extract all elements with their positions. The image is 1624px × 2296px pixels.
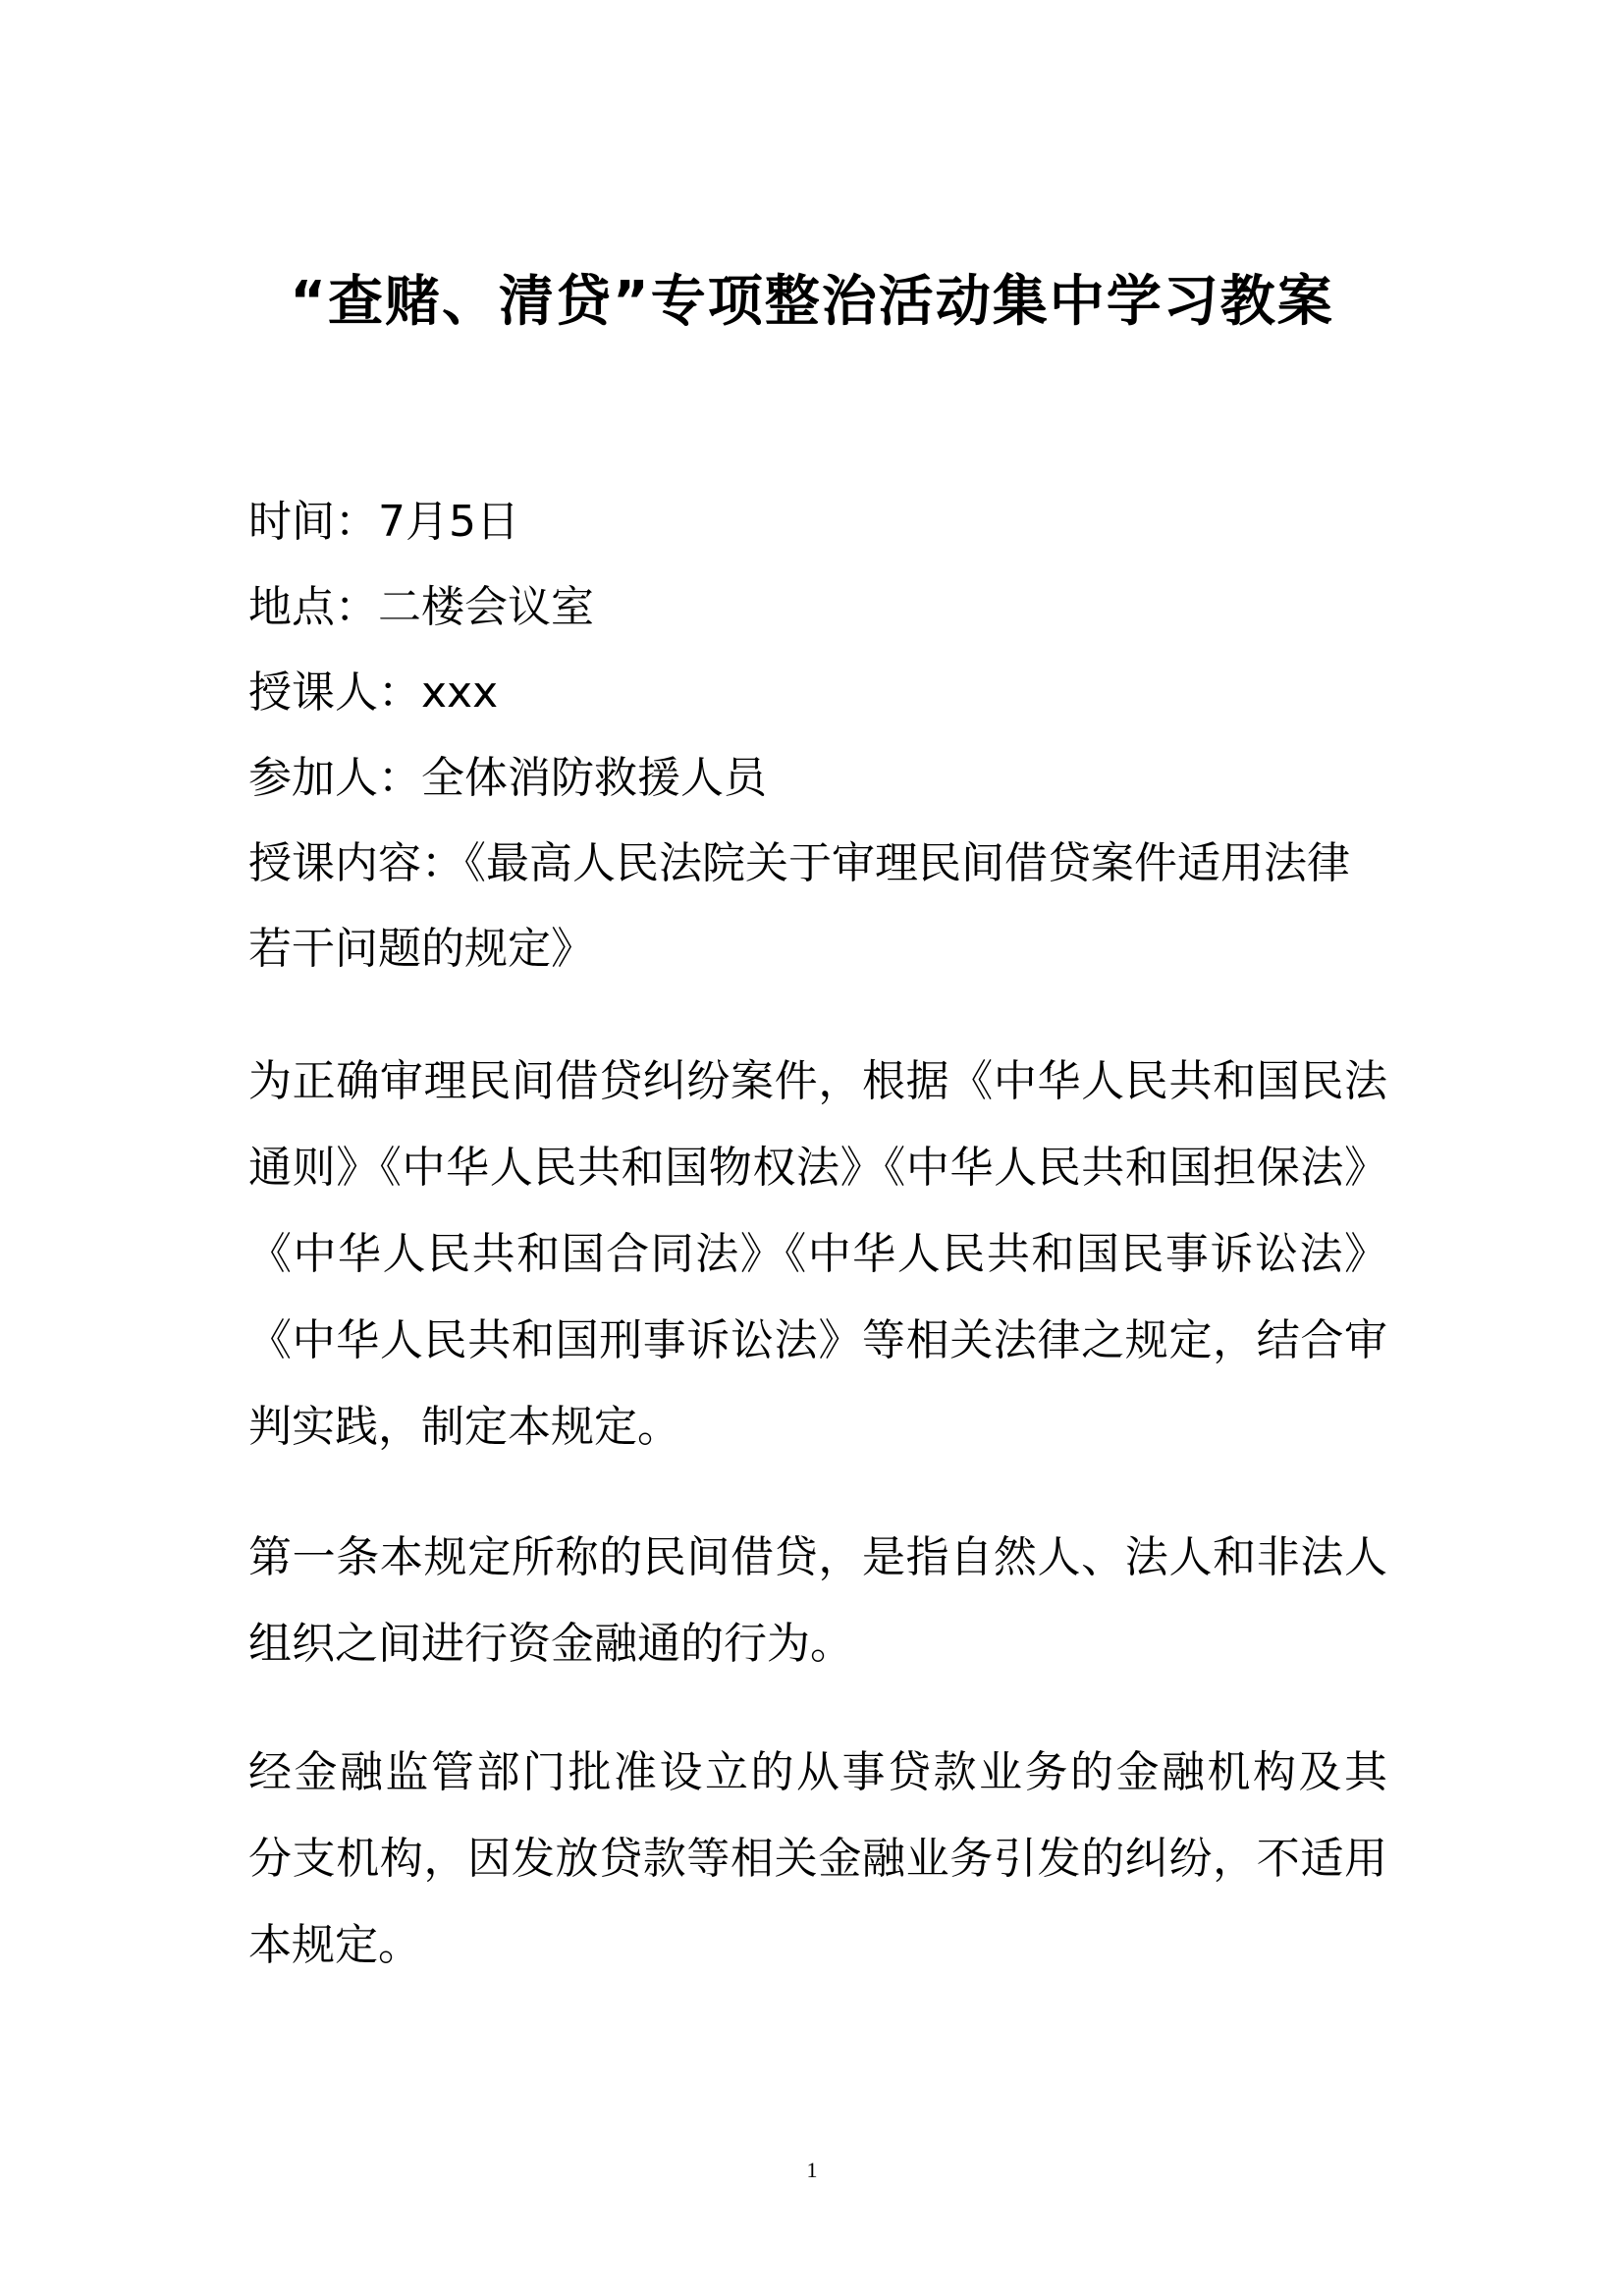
meta-place: 地点：二楼会议室 bbox=[248, 582, 594, 632]
paragraph-line: 判实践，制定本规定。 bbox=[248, 1402, 680, 1452]
document-title: “查赌、清贷”专项整治活动集中学习教案 bbox=[290, 270, 1334, 334]
paragraph-intro bbox=[248, 1039, 1387, 1470]
paragraph-exclusion bbox=[248, 1730, 1387, 1989]
paragraph-line: 《中华人民共和国刑事诉讼法》等相关法律之规定，结合审 bbox=[248, 1315, 1387, 1365]
meta-time: 时间：7月5日 bbox=[248, 497, 519, 547]
paragraph-line: 通则》《中华人民共和国物权法》《中华人民共和国担保法》 bbox=[248, 1143, 1387, 1193]
paragraph-line: 《中华人民共和国合同法》《中华人民共和国民事诉讼法》 bbox=[248, 1229, 1387, 1279]
page-number: 1 bbox=[806, 2158, 818, 2182]
meta-lecturer: 授课人：xxx bbox=[248, 667, 499, 718]
paragraph-line: 组织之间进行资金融通的行为。 bbox=[248, 1619, 853, 1669]
paragraph-line: 本规定。 bbox=[248, 1920, 421, 1970]
paragraph-line: 第一条本规定所称的民间借贷，是指自然人、法人和非法人 bbox=[248, 1532, 1387, 1582]
meta-content-line-1: 授课内容：《最高人民法院关于审理民间借贷案件适用法律 bbox=[248, 838, 1350, 888]
meta-content-line-2: 若干问题的规定》 bbox=[248, 924, 594, 974]
paragraph-line: 经金融监管部门批准设立的从事贷款业务的金融机构及其 bbox=[248, 1747, 1387, 1797]
paragraph-line: 分支机构，因发放贷款等相关金融业务引发的纠纷，不适用 bbox=[248, 1834, 1387, 1884]
paragraph-article-1 bbox=[248, 1515, 1387, 1687]
meta-participants: 参加人：全体消防救援人员 bbox=[248, 753, 767, 803]
paragraph-line: 为正确审理民间借贷纠纷案件，根据《中华人民共和国民法 bbox=[248, 1056, 1387, 1106]
